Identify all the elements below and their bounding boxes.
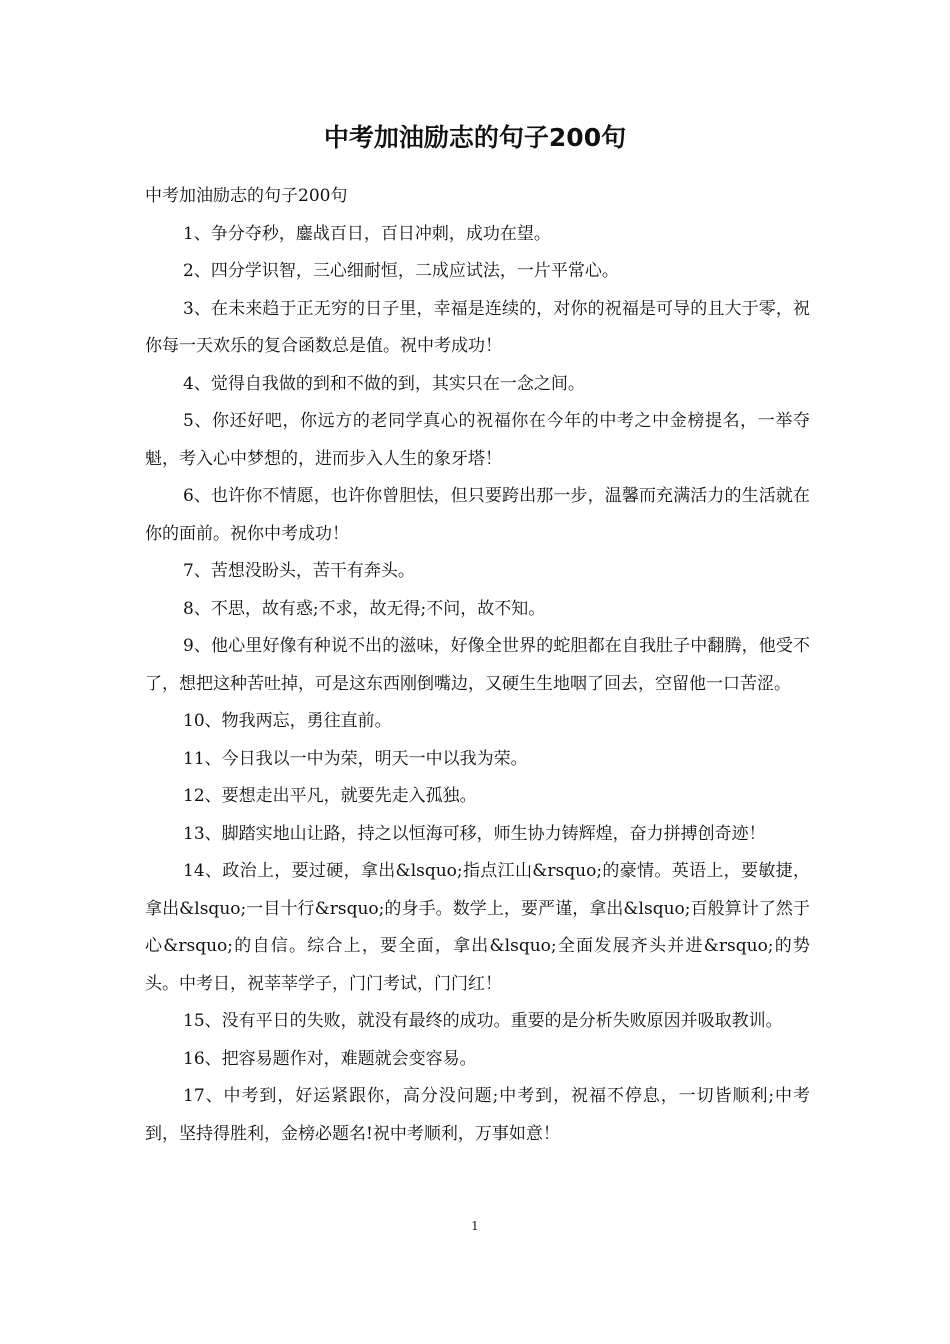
paragraph-1: 1、争分夺秒，鏖战百日，百日冲刺，成功在望。 [183, 223, 551, 244]
paragraph-2: 2、四分学识智，三心细耐恒，二成应试法，一片平常心。 [183, 261, 619, 281]
page-number: 1 [471, 1219, 479, 1233]
paragraph-3: 3、在未来趋于正无穷的日子里，幸福是连续的，对你的祝福是可导的且大于零，祝你每一天欢乐的复合函数总是值。祝中考成功！ [145, 298, 810, 356]
paragraph-12: 12、要想走出平凡，就要先走入孤独。 [183, 786, 477, 806]
document-intro: 中考加油励志的句子200句 [145, 186, 348, 206]
document-body [145, 178, 810, 1153]
paragraph-16: 16、把容易题作对，难题就会变容易。 [183, 1048, 477, 1069]
paragraph-7: 7、苦想没盼头，苦干有奔头。 [183, 561, 415, 581]
paragraph-15: 15、没有平日的失败，就没有最终的成功。重要的是分析失败原因并吸取教训。 [183, 1011, 783, 1031]
document-title: 中考加油励志的句子200句 [323, 123, 627, 152]
paragraph-10: 10、物我两忘，勇往直前。 [183, 711, 392, 731]
paragraph-9: 9、他心里好像有种说不出的滋味，好像全世界的蛇胆都在自我肚子中翻腾，他受不了，想把这种苦吐掉，可是这东西刚倒嘴边，又硬生生地咽了回去，空留他一口苦涩。 [145, 636, 810, 694]
paragraph-14: 14、政治上，要过硬，拿出&lsquo;指点江山&rsquo;的豪情。英语上，要敏捷，拿出&lsquo;一目十行&rsquo;的身手。数学上，要严谨，拿出&lsquo;百般算计了然于心&rsquo;的自信。综合上，要全面，拿出&lsquo;全面发展齐头并进&rsquo;的势头。中考日，祝莘莘学子，门门考试，门门红！ [145, 861, 810, 994]
paragraph-11: 11、今日我以一中为荣，明天一中以我为荣。 [183, 748, 528, 769]
paragraph-4: 4、觉得自我做的到和不做的到，其实只在一念之间。 [183, 373, 585, 394]
paragraph-8: 8、不思，故有惑;不求，故无得;不问，故不知。 [183, 598, 546, 619]
paragraph-5: 5、你还好吧，你远方的老同学真心的祝福你在今年的中考之中金榜提名，一举夺魁，考入心中梦想的，进而步入人生的象牙塔！ [145, 411, 810, 469]
paragraph-17: 17、中考到，好运紧跟你，高分没问题;中考到，祝福不停息，一切皆顺利;中考到，坚持得胜利，金榜必题名!祝中考顺利，万事如意！ [145, 1086, 810, 1144]
paragraph-6: 6、也许你不情愿，也许你曾胆怯，但只要跨出那一步，温馨而充满活力的生活就在你的面前。祝你中考成功！ [145, 486, 810, 544]
paragraph-13: 13、脚踏实地山让路，持之以恒海可移，师生协力铸辉煌，奋力拼搏创奇迹！ [183, 823, 766, 844]
